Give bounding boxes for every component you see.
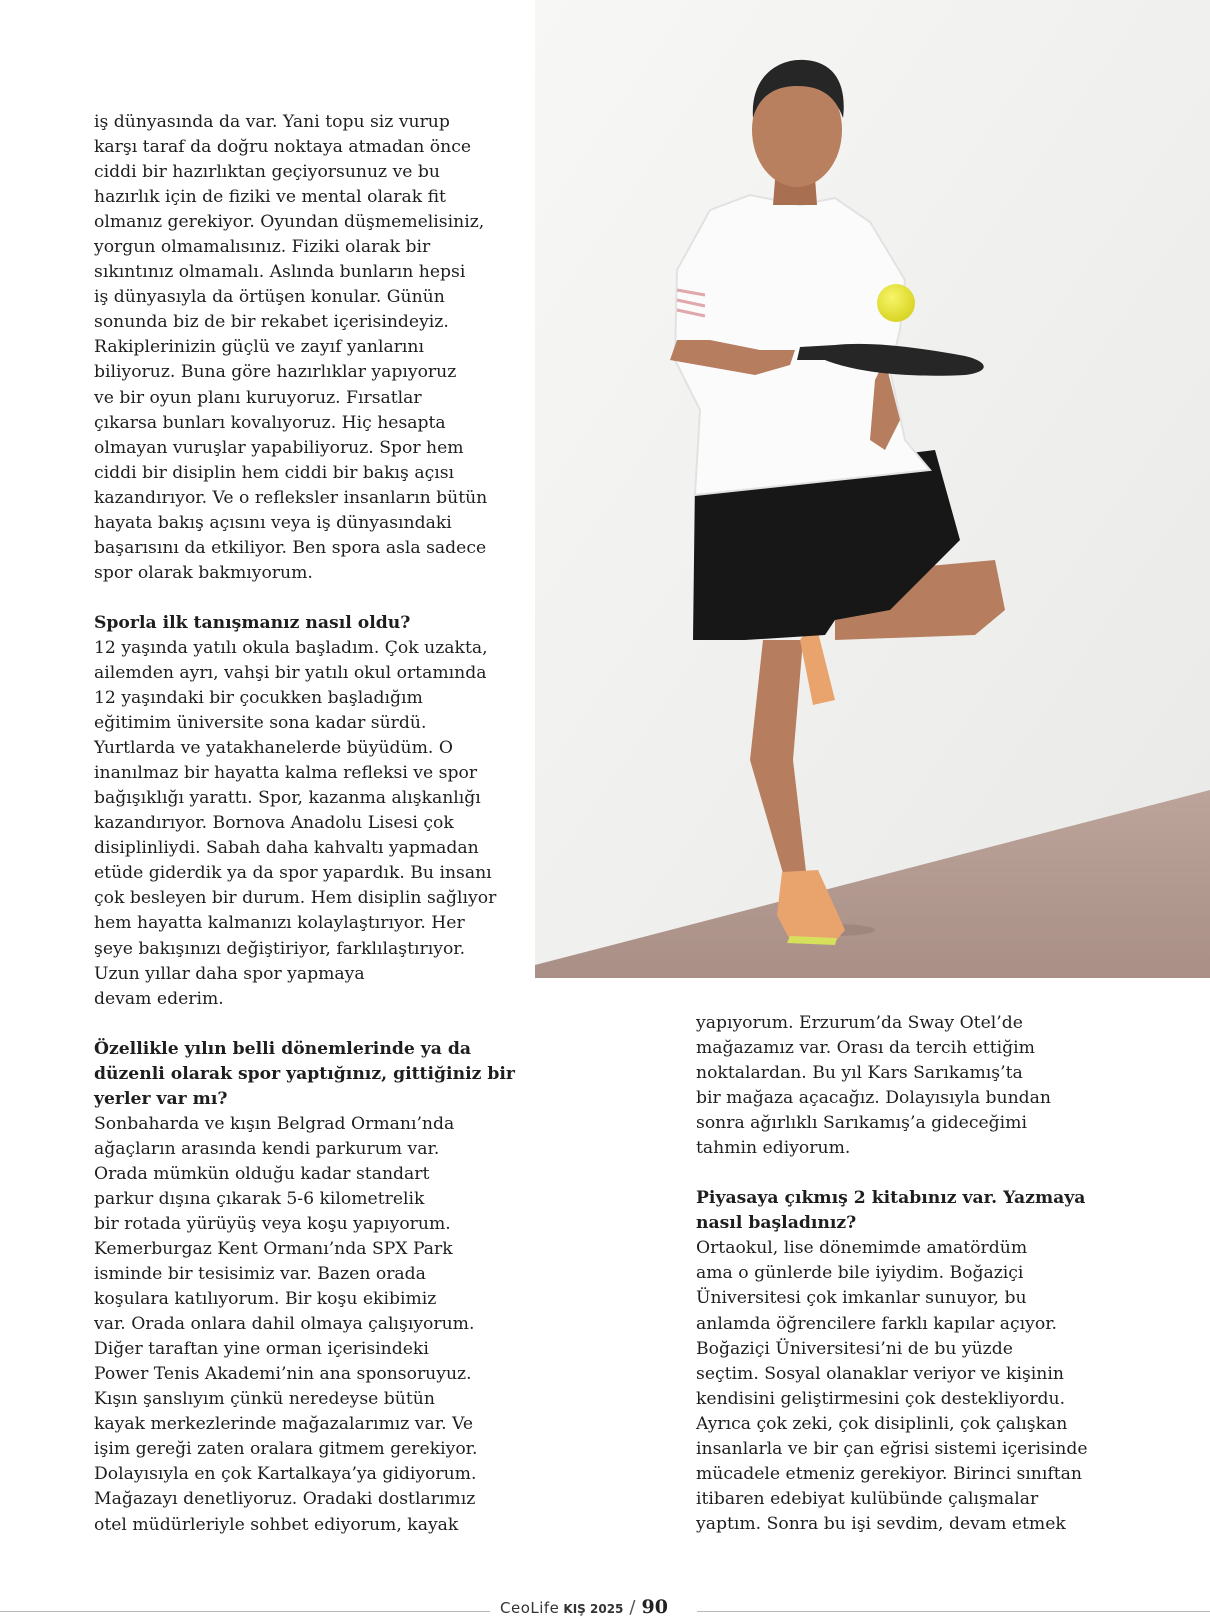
body-text-line: hem hayatta kalmanızı kolaylaştırıyor. Her (94, 913, 465, 934)
yellow-ball (877, 284, 915, 322)
body-text-line: bir rotada yürüyüş veya koşu yapıyorum. (94, 1213, 451, 1234)
page-footer (500, 1596, 690, 1618)
question-line: yerler var mı? (94, 1088, 228, 1109)
body-text-line: sonra ağırlıklı Sarıkamış’a gideceğimi (696, 1113, 1027, 1134)
body-text-line: koşulara katılıyorum. Bir koşu ekibimiz (94, 1289, 437, 1310)
body-text-line: insanlarla ve bir çan eğrisi sistemi içerisinde (696, 1438, 1088, 1459)
body-text-line: Uzun yıllar daha spor yapmaya (94, 963, 365, 984)
body-text-line: Kışın şanslıyım çünkü neredeyse bütün (94, 1389, 435, 1410)
body-text-line: karşı taraf da doğru noktaya atmadan önce (94, 137, 472, 158)
body-text-line: Üniversitesi çok imkanlar sunuyor, bu (696, 1288, 1027, 1309)
body-text-line: eğitimim üniversite sona kadar sürdü. (94, 713, 427, 734)
body-text-line: devam ederim. (94, 988, 224, 1009)
issue-season: KIŞ 2025 (563, 1602, 624, 1616)
body-text-line: yaptım. Sonra bu işi sevdim, devam etmek (696, 1513, 1066, 1534)
body-text-line: parkur dışına çıkarak 5-6 kilometrelik (94, 1188, 425, 1209)
question-line: Özellikle yılın belli dönemlerinde ya da (94, 1038, 472, 1059)
body-text-line: hayata bakış açısını veya iş dünyasındaki (94, 512, 452, 533)
body-text-line: ciddi bir hazırlıktan geçiyorsunuz ve bu (94, 162, 440, 183)
body-text-line: işim gereği zaten oralara gitmem gerekiyor. (94, 1439, 478, 1460)
body-text-line: kazandırıyor. Bornova Anadolu Lisesi çok (94, 813, 454, 834)
body-text-line: şeye bakışınızı değiştiriyor, farklılaştırıyor. (94, 938, 466, 959)
body-text-line: Diğer taraftan yine orman içerisindeki (94, 1339, 429, 1360)
body-text-line: spor olarak bakmıyorum. (94, 562, 313, 583)
body-text-line: kazandırıyor. Ve o refleksler insanların bütün (94, 487, 488, 508)
question-line: Piyasaya çıkmış 2 kitabınız var. Yazmaya (696, 1188, 1086, 1209)
body-text-line: Dolayısıyla en çok Kartalkaya’ya gidiyorum. (94, 1464, 477, 1485)
body-text-line: disiplinliydi. Sabah daha kahvaltı yapmadan (94, 838, 479, 859)
body-text-line: Yurtlarda ve yatakhanelerde büyüdüm. O (94, 738, 453, 759)
page-number: 90 (641, 1596, 668, 1618)
body-text-line: kayak merkezlerinde mağazalarımız var. Ve (94, 1414, 473, 1435)
paragraph-gap (94, 1012, 504, 1037)
body-text-line: bağışıklığı yarattı. Spor, kazanma alışkanlığı (94, 788, 481, 809)
body-text-line: hazırlık için de fiziki ve mental olarak fit (94, 187, 446, 208)
body-text-line: olmanız gerekiyor. Oyundan düşmemelisiniz, (94, 212, 485, 233)
body-text-line: Rakiplerinizin güçlü ve zayıf yanlarını (94, 337, 424, 358)
footer-rule-right (697, 1611, 1210, 1612)
body-text-line: yorgun olmamalısınız. Fiziki olarak bir (94, 237, 431, 258)
body-text-line: bir mağaza açacağız. Dolayısıyla bundan (696, 1088, 1051, 1109)
body-text-line: yapıyorum. Erzurum’da Sway Otel’de (696, 1013, 1023, 1033)
body-text-line: tahmin ediyorum. (696, 1138, 851, 1159)
photo-man-with-padel-racket (535, 0, 1210, 978)
body-text-line: Kemerburgaz Kent Ormanı’nda SPX Park (94, 1239, 453, 1260)
body-text-line: başarısını da etkiliyor. Ben spora asla sadece (94, 537, 487, 558)
body-text-line: seçtim. Sosyal olanaklar veriyor ve kişinin (696, 1363, 1064, 1384)
body-text-line: ve bir oyun planı kuruyoruz. Fırsatlar (94, 387, 422, 408)
body-text-line: ciddi bir disiplin hem ciddi bir bakış açısı (94, 462, 455, 483)
body-text-line: Ayrıca çok zeki, çok disiplinli, çok çalışkan (696, 1413, 1068, 1434)
body-text-line: iş dünyasında da var. Yani topu siz vurup (94, 112, 450, 132)
body-text-line: Sonbaharda ve kışın Belgrad Ormanı’nda (94, 1113, 455, 1134)
body-text-line: 12 yaşında yatılı okula başladım. Çok uzakta, (94, 637, 488, 658)
body-text-line: noktalardan. Bu yıl Kars Sarıkamış’ta (696, 1063, 1023, 1084)
body-text-line: olmayan vuruşlar yapabiliyoruz. Spor hem (94, 437, 464, 458)
body-text-line: ama o günlerde bile iyiydim. Boğaziçi (696, 1263, 1024, 1284)
body-text-line: Boğaziçi Üniversitesi’ni de bu yüzde (696, 1338, 1013, 1359)
body-text-line: çok besleyen bir durum. Hem disiplin sağlıyor (94, 888, 497, 909)
body-text-line: biliyoruz. Buna göre hazırlıklar yapıyoruz (94, 362, 457, 383)
left-text-column (94, 110, 515, 1538)
body-text-line: etüde giderdik ya da spor yapardık. Bu insanı (94, 863, 492, 884)
right-text-column (696, 1011, 1096, 1537)
footer-separator: / (629, 1597, 636, 1618)
paragraph-gap (94, 586, 504, 611)
body-text-line: ağaçların arasında kendi parkurum var. (94, 1138, 440, 1159)
question-line: Sporla ilk tanışmanız nasıl oldu? (94, 612, 411, 633)
body-text-line: anlamda öğrencilere farklı kapılar açıyor. (696, 1313, 1058, 1334)
body-text-line: var. Orada onlara dahil olmaya çalışıyorum. (94, 1314, 475, 1335)
body-text-line: mücadele etmeniz gerekiyor. Birinci sınıftan (696, 1463, 1082, 1484)
body-text-line: mağazamız var. Orası da tercih ettiğim (696, 1038, 1035, 1059)
question-line: nasıl başladınız? (696, 1213, 857, 1234)
body-text-line: iş dünyasıyla da örtüşen konular. Günün (94, 287, 445, 308)
body-text-line: itibaren edebiyat kulübünde çalışmalar (696, 1488, 1039, 1509)
body-text-line: Mağazayı denetliyoruz. Oradaki dostlarımız (94, 1489, 476, 1510)
body-text-line: otel müdürleriyle sohbet ediyorum, kayak (94, 1514, 459, 1535)
body-text-line: Power Tenis Akademi’nin ana sponsoruyuz. (94, 1364, 472, 1385)
body-text-line: Ortaokul, lise dönemimde amatördüm (696, 1238, 1028, 1259)
body-text-line: sonunda biz de bir rekabet içerisindeyiz. (94, 312, 449, 333)
footer-rule-left (0, 1611, 490, 1612)
question-line: düzenli olarak spor yaptığınız, gittiğiniz bir (94, 1063, 515, 1084)
body-text-line: inanılmaz bir hayatta kalma refleksi ve spor (94, 763, 478, 784)
body-text-line: çıkarsa bunları kovalıyoruz. Hiç hesapta (94, 412, 446, 433)
paragraph-gap (696, 1161, 1096, 1186)
body-text-line: isminde bir tesisimiz var. Bazen orada (94, 1264, 426, 1285)
magazine-name: CeoLife (500, 1599, 560, 1617)
body-text-line: Orada mümkün olduğu kadar standart (94, 1163, 430, 1184)
body-text-line: ailemden ayrı, vahşi bir yatılı okul ortamında (94, 662, 487, 683)
body-text-line: 12 yaşındaki bir çocukken başladığım (94, 688, 423, 709)
body-text-line: kendisini geliştirmesini çok destekliyordu. (696, 1388, 1066, 1409)
body-text-line: sıkıntınız olmamalı. Aslında bunların hepsi (94, 262, 466, 283)
